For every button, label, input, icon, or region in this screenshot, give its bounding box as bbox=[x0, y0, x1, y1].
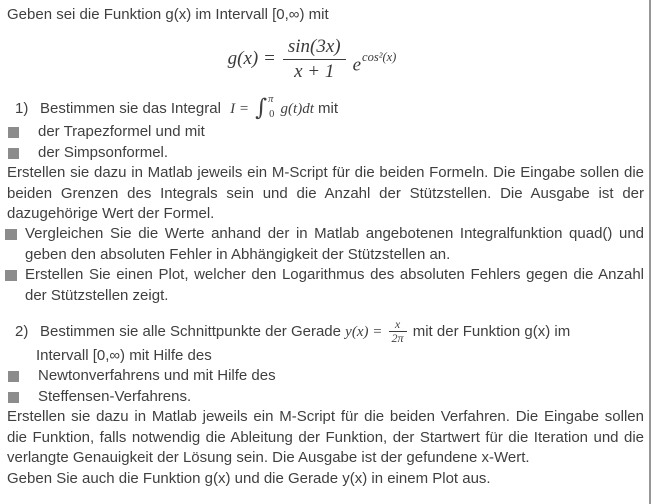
section1-text-before: Bestimmen sie das Integral bbox=[40, 100, 221, 118]
bullet-text: Newtonverfahrens und mit Hilfe des bbox=[38, 367, 276, 385]
section1-paragraph: Erstellen sie dazu in Matlab jeweils ein M-Script für die beiden Formeln. Die Eingabe sollen die beiden Grenzen des Integrals sein und die Anzahl der Stützstellen. Die Ausgabe ist der dazugehörige Wert der Formel. bbox=[7, 164, 644, 223]
formula-lhs: g(x) = bbox=[227, 48, 276, 70]
line-formula-lhs: y(x) = bbox=[345, 324, 383, 341]
section2-paragraph: Erstellen sie dazu in Matlab jeweils ein M-Script für die beiden Verfahren. Die Eingabe sollen die Funktion, falls notwendig die Ableitung der Funktion, der Startwert für die Iteration und die verlangte Genauigkeit der Lösung sein. Die Ausgabe ist der gefundene x-Wert. bbox=[7, 408, 644, 467]
intro-text: Geben sei die Funktion g(x) im Intervall [0,∞) mit bbox=[7, 6, 329, 23]
integral-body: g(t)dt bbox=[280, 101, 314, 118]
bullet-item-vergleichen bbox=[7, 224, 644, 265]
integral-lower-limit: 0 bbox=[269, 109, 275, 121]
formula-fraction bbox=[283, 37, 346, 83]
section1-heading bbox=[7, 96, 644, 122]
square-bullet-icon bbox=[5, 229, 17, 240]
formula-numerator: sin(3x) bbox=[283, 37, 346, 60]
closing-line: Geben Sie auch die Funktion g(x) und die Gerade y(x) in einem Plot aus. bbox=[7, 469, 491, 487]
bullet-item-plot bbox=[7, 265, 644, 306]
bullet-text: der Trapezformel und mit bbox=[38, 123, 205, 141]
line-formula-numerator: x bbox=[389, 319, 407, 332]
square-bullet-icon bbox=[5, 270, 17, 281]
square-bullet-icon bbox=[8, 392, 19, 403]
bullet-item-trapezformel bbox=[7, 122, 644, 142]
integral-sign-group bbox=[255, 95, 274, 121]
formula-exponential bbox=[353, 49, 396, 76]
bullet-text: Erstellen Sie einen Plot, welcher den Logarithmus des absoluten Fehlers gegen die Anzahl der Stützstellen zeigt. bbox=[25, 266, 644, 304]
section2-text-after: mit der Funktion g(x) im bbox=[412, 323, 571, 341]
integral-lhs: I = bbox=[230, 101, 249, 118]
section1-number: 1) bbox=[15, 100, 29, 118]
integral-upper-limit: π bbox=[268, 94, 274, 106]
bullet-text: der Simpsonformel. bbox=[38, 143, 169, 161]
bullet-text: Steffensen-Verfahrens. bbox=[38, 387, 192, 405]
square-bullet-icon bbox=[8, 371, 19, 382]
section2-continuation: Intervall [0,∞) mit Hilfe des bbox=[36, 347, 212, 365]
bullet-item-simpsonformel bbox=[7, 143, 644, 163]
formula-base: e bbox=[352, 54, 362, 76]
integral-icon: ∫ bbox=[255, 95, 268, 122]
square-bullet-icon bbox=[8, 127, 19, 138]
formula-denominator: x + 1 bbox=[294, 60, 335, 82]
line-formula-denominator: 2π bbox=[391, 330, 404, 345]
square-bullet-icon bbox=[8, 148, 19, 159]
section2-heading bbox=[7, 318, 644, 346]
section2-text-before: Bestimmen sie alle Schnittpunkte der Gerade bbox=[40, 323, 341, 341]
bullet-item-steffensen bbox=[7, 387, 644, 407]
section2-number: 2) bbox=[15, 323, 29, 341]
section1-text-after: mit bbox=[318, 100, 339, 118]
bullet-text: Vergleichen Sie die Werte anhand der in Matlab angebotenen Integralfunktion quad() und geben den absoluten Fehler in Abhängigkeit der Stützstellen an. bbox=[25, 225, 644, 263]
formula-exponent: cos²(x) bbox=[362, 50, 397, 65]
line-formula-fraction bbox=[389, 316, 407, 345]
main-formula bbox=[0, 35, 630, 83]
bullet-item-newton bbox=[7, 366, 644, 386]
